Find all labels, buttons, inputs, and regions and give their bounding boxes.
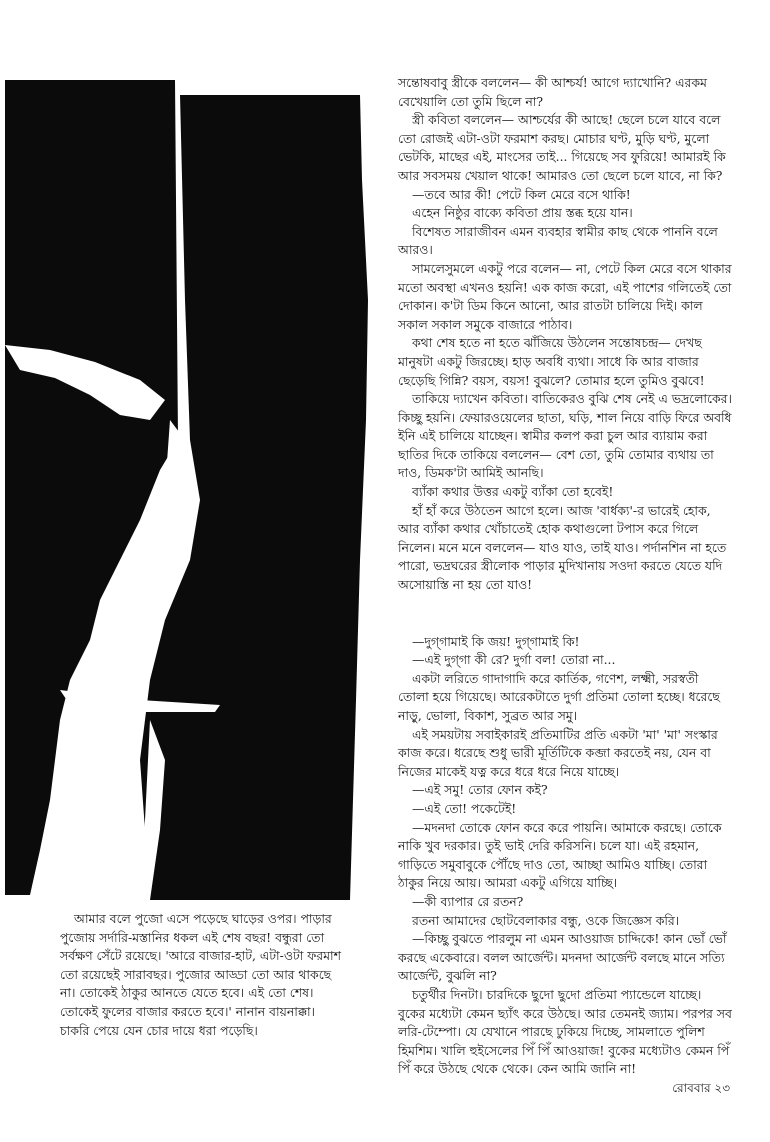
- story-paragraph: তাকিয়ে দ্যাখেন কবিতা। বাতিকেরও বুঝি শেষ নেই এ ভদ্রলোকের। কিচ্ছু হয়নি। ফেয়ারওয়েলের ছাতা, ঘড়ি, শাল নিয়ে বাড়ি ফিরে অবধি ইনি এই চালিয়ে যাচ্ছেন। স্বামীর কলপ করা চুল আর ব্যায়াম করা ছাতির দিকে তাকিয়ে বললেন— বেশ তো, তুমি তোমার ব্যথায় তা দাও, ডিমক'টা আমিই আনছি।: [398, 391, 732, 481]
- story-paragraph: —এই দুগ্‌গা কী রে? দুর্গা বল! তোরা না...: [412, 652, 616, 668]
- story-paragraph: —তবে আর কী! পেটে কিল মেরে বসে থাকি!: [412, 186, 631, 202]
- right-text-column: [398, 74, 732, 1079]
- story-paragraph: একটা লরিতে গাদাগাদি করে কার্তিক, গণেশ, লক্ষ্মী, সরস্বতী তোলা হয়ে গিয়েছে। আরেকটাতে দুর্গা প্রতিমা তোলা হচ্ছে। ধরেছে নাড়ু, ভোলা, বিকাশ, সুব্রত আর সমু।: [398, 670, 720, 723]
- story-paragraph: এই সময়টায় সবাইকারই প্রতিমাটির প্রতি একটা 'মা' 'মা' সংস্কার কাজ করে। ধরেছে শুধু ভারী মূর্তিটিকে কব্জা করতেই নয়, যেন বা নিজের মাকেই যত্ন করে ধরে ধরে নিয়ে যাচ্ছে।: [398, 726, 718, 779]
- story-paragraph: সন্তোষবাবু স্ত্রীকে বললেন— কী আশ্চর্য! আগে দ্যাখোনি? এরকম বেখেয়ালি তো তুমি ছিলে না?: [398, 75, 707, 109]
- story-paragraph: —দুগ্‌গামাই কি জয়! দুগ্‌গামাই কি!: [412, 633, 580, 649]
- story-paragraph: বিশেষত সারাজীবন এমন ব্যবহার স্বামীর কাছ থেকে পাননি বলে আরও।: [398, 223, 718, 258]
- story-paragraph: রতনা আমাদের ছোটবেলাকার বন্ধু, ওকে জিজ্ঞেস করি।: [412, 912, 680, 928]
- story-paragraph: —কী ব্যাপার রে রতন?: [412, 893, 524, 909]
- story-paragraph: —এই তো! পকেটেই!: [412, 800, 517, 816]
- story-paragraph: কথা শেষ হতে না হতে ঝাঁজিয়ে উঠলেন সন্তোষচন্দ্র— দেখছ মানুষটা একটু জিরচ্ছে। হাড় অবধি ব্যথা। সাধে কি আর বাজার ছেড়েছি গিন্নি? বয়স, বয়স! বুঝলে? তোমার হলে তুমিও বুঝবে!: [398, 335, 705, 388]
- left-text-column: [60, 910, 345, 1040]
- story-paragraph: চতুর্থীর দিনটা। চারদিকে ছুদো ছুদো প্রতিমা প্যান্ডেলে যাচ্ছে। বুকের মধ্যেটা কেমন ছ্যাঁৎ করে উঠছে। আর তেমনই জ্যাম। পরপর সব লরি-টেম্পো। যে যেখানে পারছে ঢুকিয়ে দিচ্ছে, সামলাতে পুলিশ হিমশিম। খালি হুইসেলের পিঁ পিঁ আওয়াজ! বুকের মধ্যেটাও কেমন পিঁ পিঁ করে উঠছে থেকে থেকে। কেন আমি জানি না!: [398, 986, 732, 1077]
- story-paragraph: —মদনদা তোকে ফোন করে করে পায়নি। আমাকে করছে। তোকে নাকি খুব দরকার। তুই ভাই দেরি করিসনি। চলে যা। এই রহমান, গাড়িতে সমুবাবুকে পৌঁছে দাও তো, আচ্ছা আমিও যাচ্ছি। তোরা ঠাকুর নিয়ে আয়। আমরা একটু এগিয়ে যাচ্ছি।: [398, 819, 722, 891]
- section-gap: [398, 595, 732, 633]
- story-paragraph: স্ত্রী কবিতা বললেন— আশ্চর্যের কী আছে! ছেলে চলে যাবে বলে তো রোজই এটা-ওটা ফরমাশ করছ। মোচার ঘণ্ট, মুড়ি ঘণ্ট, মুলো ভেটকি, মাছের এই, মাংসের তাই... গিয়েছে সব ফুরিয়ে! আমারই কি আর সবসময় খেয়াল থাকে! আমারও তো ছেলে চলে যাবে, না কি?: [398, 112, 726, 183]
- page-footer: রোববার ২৩: [672, 1081, 730, 1095]
- story-paragraph: ব্যাঁকা কথার উত্তর একটু ব্যাঁকা তো হবেই!: [412, 484, 614, 500]
- story-paragraph: আমার বলে পুজো এসে পড়েছে ঘাড়ের ওপর। পাড়ার পুজোয় সর্দারি-মস্তানির ধকল এই শেষ বছর! বন্ধুরা তো সর্বক্ষণ সেঁটে রয়েছে। 'আরে বাজার-হাট, এটা-ওটা ফরমাশ তো রয়েছেই সারাবছর। পুজোর আড্ডা তো আর থাকছে না। তোকেই ঠাকুর আনতে যেতে হবে। এই তো শেষ। তোকেই ফুলের বাজার করতে হবে।' নানান বায়নাক্কা। চাকরি পেয়ে যেন চোর দায়ে ধরা পড়েছি।: [60, 911, 341, 1038]
- story-paragraph: সামলেসুমলে একটু পরে বলেন— না, পেটে কিল মেরে বসে থাকার মতো অবস্থা এখনও হয়নি! এক কাজ করো, এই পাশের গলিতেই তো দোকান। ক'টা ডিম কিনে আনো, আর রাতটা চালিয়ে দিই। কাল সকাল সকাল সমুকে বাজারে পাঠাব।: [398, 260, 732, 332]
- story-paragraph: —কিচ্ছু বুঝতে পারলুম না এমন আওয়াজ চাদ্দিকে! কান ভোঁ ভোঁ করছে একেবারে। বলল আর্জেন্ট। মদনদা আর্জেন্ট বলছে মানে সত্যি আর্জেন্ট, বুঝলি না?: [398, 931, 727, 984]
- story-paragraph: —এই সমু! তোর ফোন কই?: [412, 782, 548, 798]
- story-paragraph: এহেন নিষ্ঠুর বাক্যে কবিতা প্রায় স্তব্ধ হয়ে যান।: [412, 205, 633, 221]
- black-abstract-illustration: [0, 0, 380, 900]
- story-paragraph: হাঁ হাঁ করে উঠতেন আগে হলে। আজ 'বার্ধক্য'-র ভারেই হোক, আর ব্যাঁকা কথার খোঁচাতেই হোক কথাগুলো টপাস করে গিলে নিলেন। মনে মনে বললেন— যাও যাও, তাই যাও। পর্দানশিন না হতে পারো, ভদ্রঘরের স্ত্রীলোক পাড়ার মুদিখানায় সওদা করতে যেতে যদি অসোয়াস্তি না হয় তো যাও!: [398, 502, 727, 593]
